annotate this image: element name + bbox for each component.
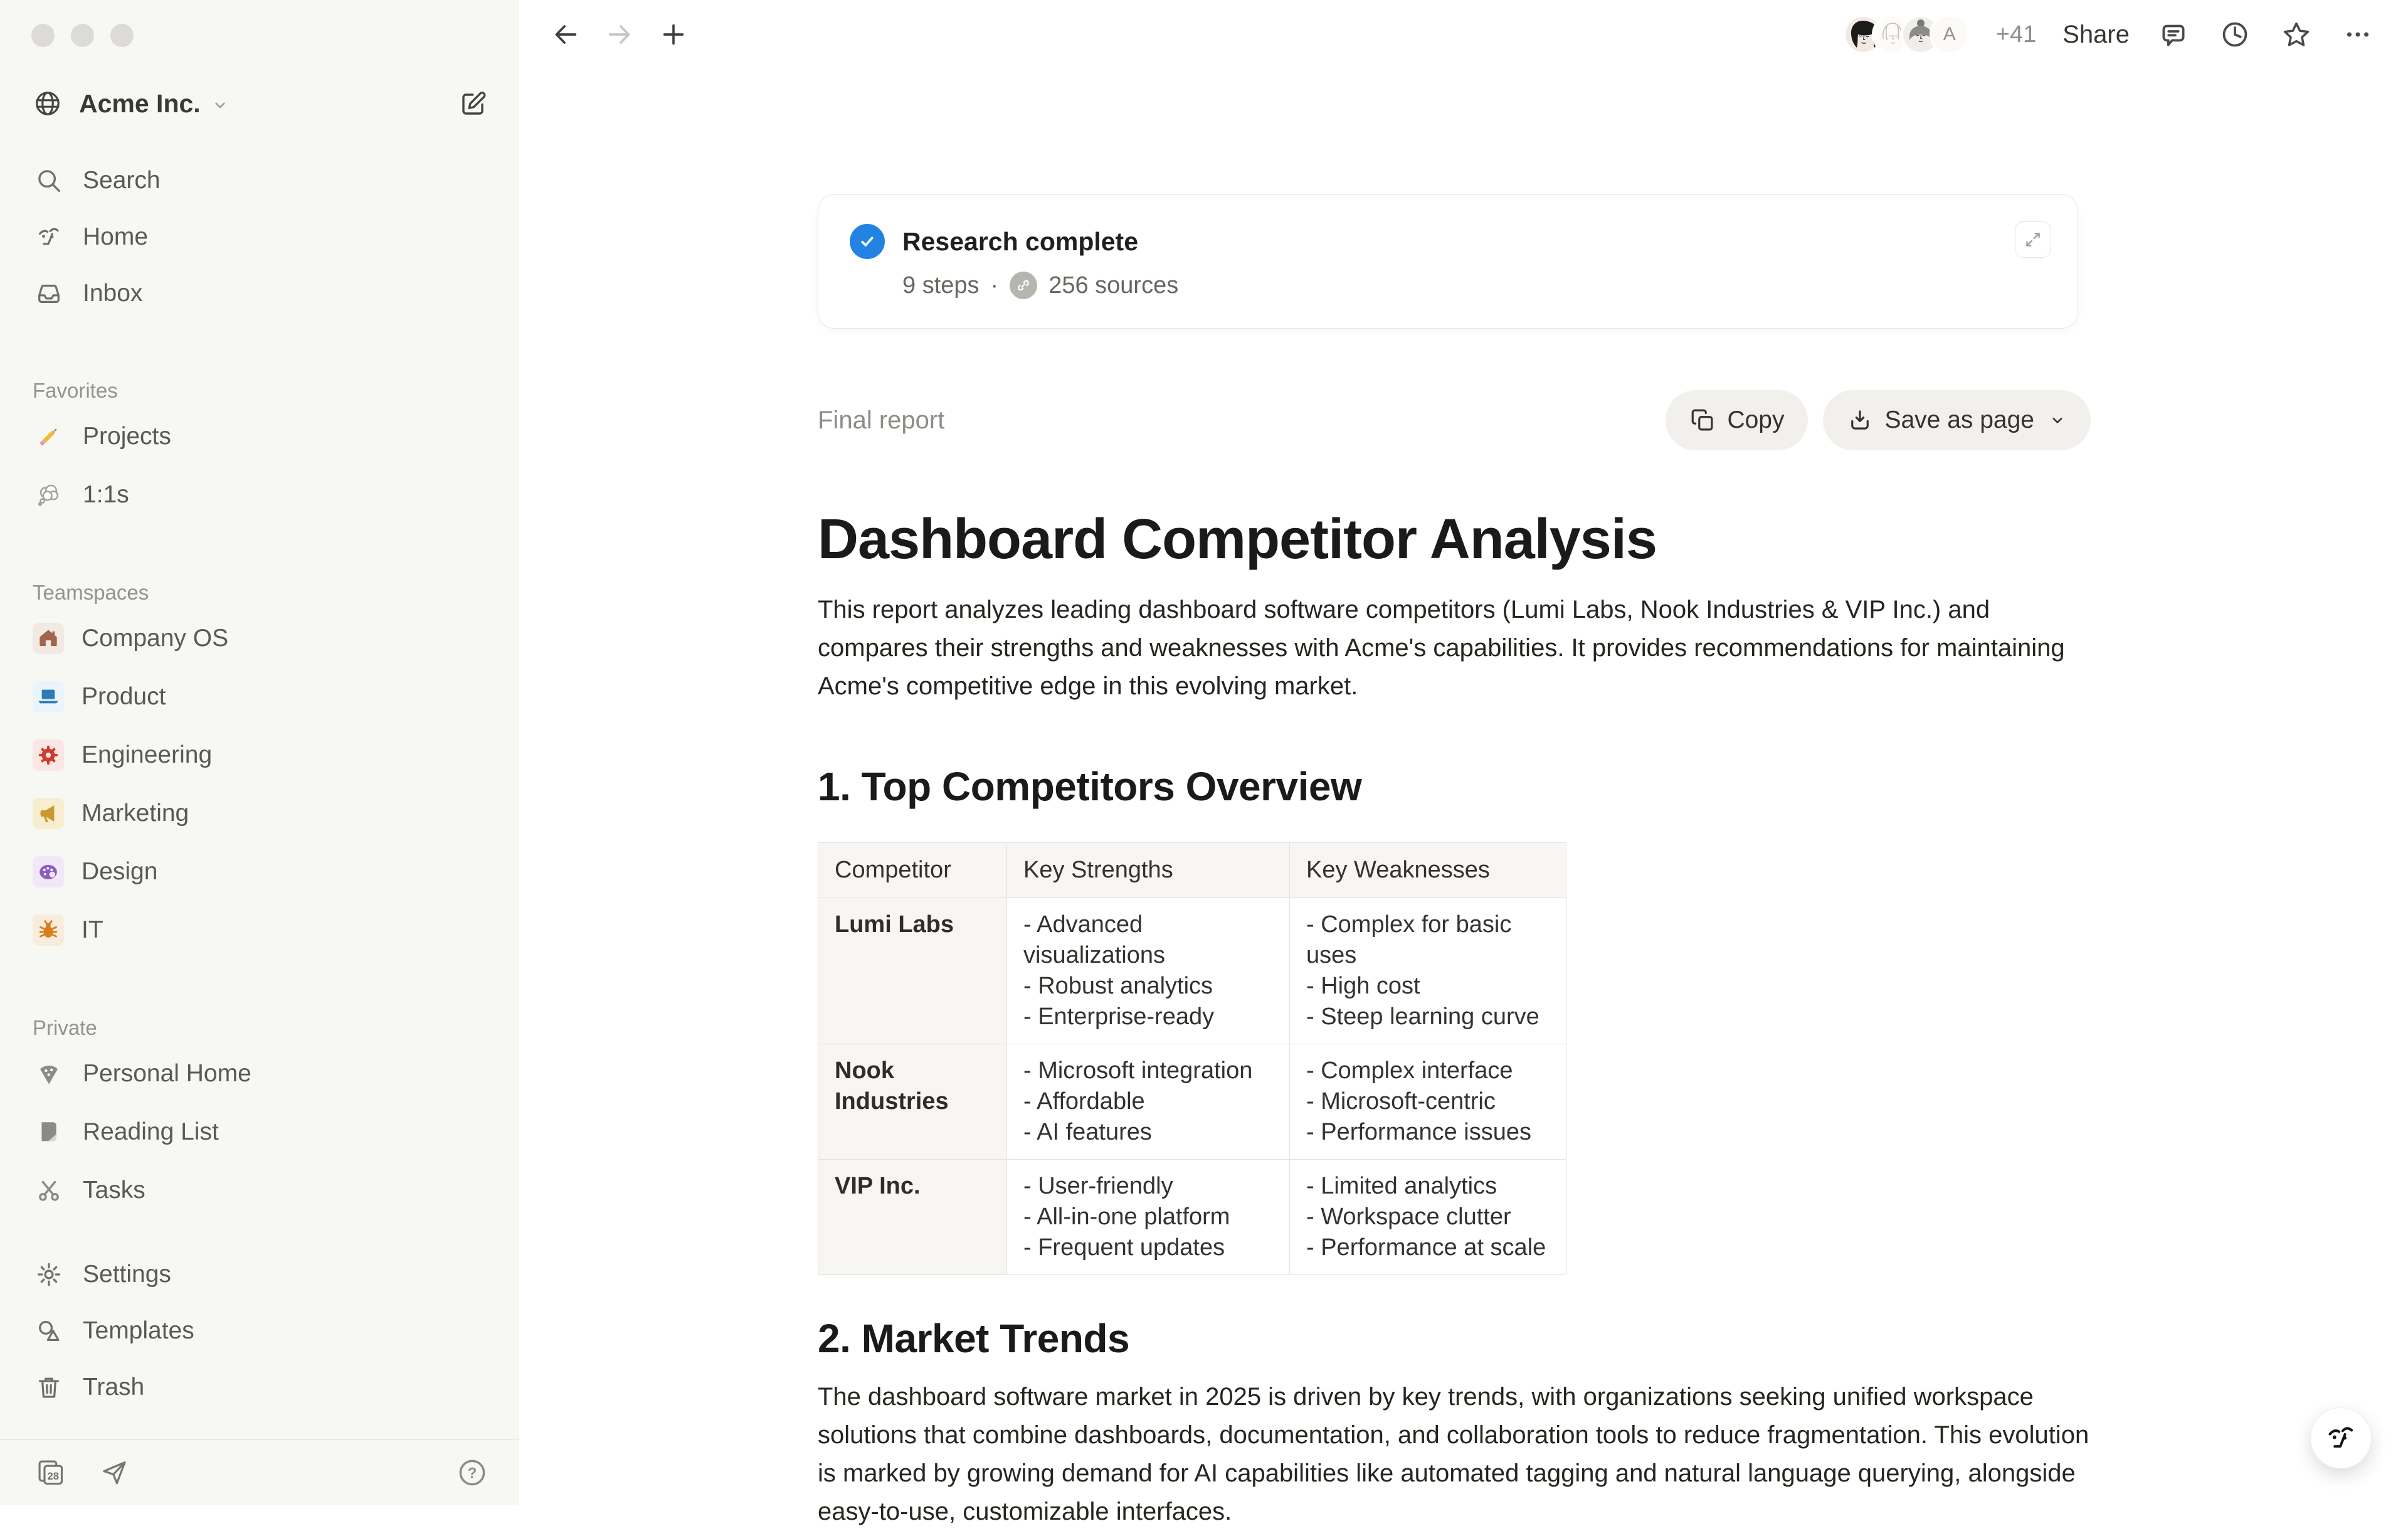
save-as-page-button[interactable] (1823, 390, 2091, 450)
research-steps: 9 steps (902, 272, 980, 299)
cell-line: - Enterprise-ready (1023, 1002, 1273, 1032)
link-icon (1010, 272, 1037, 299)
cell-line: - Performance at scale (1306, 1232, 1550, 1263)
sidebar-item-label: Tasks (83, 1177, 145, 1204)
competitor-cell[interactable]: Lumi Labs (818, 898, 1007, 1044)
help-button[interactable] (456, 1456, 488, 1489)
comments-button[interactable] (2156, 17, 2191, 52)
megaphone-icon (33, 798, 64, 829)
book-icon (33, 1116, 65, 1148)
pencil-icon (33, 420, 65, 453)
window-close-button[interactable] (31, 24, 55, 47)
sidebar-item-label: Settings (83, 1261, 171, 1288)
sidebar-section-private (0, 1012, 519, 1219)
sidebar-item-product[interactable] (0, 667, 519, 726)
table-row (818, 898, 1566, 1044)
column-header[interactable]: Competitor (818, 843, 1007, 898)
sidebar-item-trash[interactable] (0, 1359, 519, 1416)
sidebar-item-company-os[interactable] (0, 609, 519, 667)
house-icon (33, 623, 64, 654)
sidebar-item-label: Design (82, 858, 157, 886)
table-row (818, 1044, 1566, 1160)
favorite-star-icon[interactable] (2279, 17, 2314, 52)
cell-line: - Advanced visualizations (1023, 909, 1273, 971)
research-complete-card[interactable] (818, 194, 2078, 329)
compose-button[interactable] (456, 86, 491, 121)
weaknesses-cell[interactable] (1290, 898, 1566, 1044)
report-label: Final report (818, 406, 944, 435)
sidebar-item-projects[interactable] (0, 407, 519, 465)
calendar-day-label: 28 (47, 1470, 59, 1482)
workspace-name: Acme Inc. (79, 89, 201, 119)
sidebar-item-label: Home (83, 223, 148, 251)
column-header[interactable]: Key Weaknesses (1290, 843, 1566, 898)
document (818, 194, 2091, 1531)
sidebar-item-label: Marketing (82, 800, 189, 827)
new-tab-button[interactable] (656, 17, 691, 52)
market-trends-paragraph[interactable]: The dashboard software market in 2025 is driven by key trends, with organizations seeking unified workspace solutions that combine dashboards, documentation, and collaboration tools to reduce fragmentation. This evolution is marked by growing demand for AI capabilities like automated tagging and natural language querying, alongside easy-to-use, customizable interfaces. (818, 1378, 2091, 1531)
palette-icon (33, 856, 64, 887)
sidebar-item-label: Personal Home (83, 1060, 251, 1088)
strengths-cell[interactable] (1007, 1160, 1290, 1275)
collaborator-avatars[interactable] (1843, 14, 1970, 55)
globe-icon (31, 87, 64, 120)
cell-line: - Complex interface (1306, 1056, 1550, 1086)
sidebar-item-label: Trash (83, 1374, 144, 1401)
sidebar-item-label: Projects (83, 423, 171, 450)
sidebar (0, 0, 519, 1505)
section-heading-1[interactable]: 1. Top Competitors Overview (818, 763, 2091, 810)
sidebar-section-teamspaces (0, 576, 519, 959)
share-button[interactable]: Share (2062, 21, 2130, 49)
cell-line: - User-friendly (1023, 1171, 1273, 1202)
cell-line: - Limited analytics (1306, 1171, 1550, 1202)
sidebar-item-settings[interactable] (0, 1246, 519, 1303)
gear-icon (33, 1258, 65, 1291)
sidebar-item-design[interactable] (0, 842, 519, 901)
inbox-icon (33, 277, 65, 310)
avatar-overflow-a[interactable] (1930, 14, 1970, 55)
forward-button[interactable] (602, 17, 637, 52)
cell-line: - Frequent updates (1023, 1232, 1273, 1263)
sidebar-bottom-bar (0, 1440, 519, 1505)
competitor-cell[interactable]: VIP Inc. (818, 1160, 1007, 1275)
cell-line: - AI features (1023, 1117, 1273, 1148)
avatar-letter: A (1943, 24, 1956, 45)
report-toolbar (818, 390, 2091, 450)
sidebar-item-label: 1:1s (83, 481, 129, 509)
sidebar-item-tasks[interactable] (0, 1161, 519, 1219)
calendar-button[interactable] (35, 1457, 66, 1488)
column-header[interactable]: Key Strengths (1007, 843, 1290, 898)
sidebar-section-favorites (0, 374, 519, 524)
cell-line: - High cost (1306, 971, 1550, 1002)
copy-button-label: Copy (1727, 406, 1784, 434)
save-as-page-label: Save as page (1884, 406, 2034, 434)
sidebar-item-label: Search (83, 167, 161, 194)
sidebar-item-inbox[interactable] (0, 265, 519, 322)
templates-icon (33, 1315, 65, 1347)
notion-ai-face-icon (33, 221, 65, 253)
weaknesses-cell[interactable] (1290, 1044, 1566, 1160)
back-button[interactable] (548, 17, 583, 52)
sidebar-item-templates[interactable] (0, 1303, 519, 1359)
sidebar-item-it[interactable] (0, 901, 519, 959)
dot-separator: · (991, 272, 999, 299)
chevron-down-icon (211, 96, 230, 115)
cell-line: - Affordable (1023, 1086, 1273, 1117)
section-title[interactable]: Favorites (0, 374, 519, 407)
strengths-cell[interactable] (1007, 898, 1290, 1044)
strengths-cell[interactable] (1007, 1044, 1290, 1160)
cell-line: - Microsoft-centric (1306, 1086, 1550, 1117)
window-minimize-button[interactable] (71, 24, 94, 47)
main-area (519, 0, 2408, 1505)
sidebar-item-label: Product (82, 683, 166, 711)
bug-icon (33, 914, 64, 946)
chevron-down-icon (2048, 411, 2067, 430)
sidebar-item-label: Reading List (83, 1118, 219, 1146)
cell-line: - Workspace clutter (1306, 1202, 1550, 1232)
research-card-title: Research complete (902, 227, 1138, 257)
sidebar-item-1-1s[interactable] (0, 465, 519, 524)
collaborator-overflow-count[interactable]: +41 (1996, 21, 2036, 48)
cell-line: - Robust analytics (1023, 971, 1273, 1002)
window-controls (0, 0, 519, 47)
cell-line: - Microsoft integration (1023, 1056, 1273, 1086)
page-title[interactable]: Dashboard Competitor Analysis (818, 506, 2091, 573)
section-title[interactable]: Teamspaces (0, 576, 519, 609)
scissors-icon (33, 1174, 65, 1207)
cell-line: - All-in-one platform (1023, 1202, 1273, 1232)
cell-line: - Performance issues (1306, 1117, 1550, 1148)
sidebar-item-marketing[interactable] (0, 784, 519, 842)
topbar (519, 0, 2408, 69)
window-zoom-button[interactable] (110, 24, 134, 47)
sidebar-item-label: IT (82, 916, 103, 944)
sidebar-item-engineering[interactable] (0, 726, 519, 784)
intro-paragraph[interactable]: This report analyzes leading dashboard software competitors (Lumi Labs, Nook Industries & VIP Inc.) and compares their strengths and weaknesses with Acme's capabilities. It provides recommendations for maintaining Acme's competitive edge in this evolving market. (818, 591, 2091, 706)
sidebar-item-personal-home[interactable] (0, 1044, 519, 1103)
research-sources: 256 sources (1048, 272, 1178, 299)
cell-line: - Complex for basic uses (1306, 909, 1550, 971)
notion-ai-button[interactable] (2310, 1407, 2372, 1469)
weaknesses-cell[interactable] (1290, 1160, 1566, 1275)
sidebar-item-search[interactable] (0, 152, 519, 209)
more-options-icon[interactable] (2340, 17, 2375, 52)
workspace-switcher[interactable] (31, 86, 491, 121)
table-row (818, 1160, 1566, 1275)
sidebar-nav (0, 152, 519, 322)
history-clock-icon[interactable] (2217, 17, 2252, 52)
sidebar-item-label: Inbox (83, 280, 142, 307)
check-circle-icon (850, 224, 885, 259)
sidebar-footer (0, 1246, 519, 1505)
section-heading-2[interactable]: 2. Market Trends (818, 1315, 2091, 1362)
pizza-icon (33, 1057, 65, 1090)
laptop-icon (33, 681, 64, 713)
send-button[interactable] (99, 1458, 129, 1488)
cell-line: - Steep learning curve (1306, 1002, 1550, 1032)
notion-ai-face-icon (2323, 1421, 2358, 1456)
sidebar-item-label: Company OS (82, 625, 228, 652)
help-glyph: ? (468, 1465, 477, 1482)
expand-icon[interactable] (2015, 221, 2051, 258)
trash-icon (33, 1371, 65, 1404)
table-header-row (818, 843, 1566, 898)
copy-button[interactable] (1666, 390, 1808, 450)
sidebar-item-reading-list[interactable] (0, 1103, 519, 1161)
search-icon (33, 164, 65, 197)
gear-red-icon (33, 739, 64, 771)
competitor-cell[interactable]: Nook Industries (818, 1044, 1007, 1160)
sidebar-item-label: Templates (83, 1317, 194, 1345)
section-title[interactable]: Private (0, 1012, 519, 1044)
sidebar-item-label: Engineering (82, 741, 212, 769)
competitors-table (818, 842, 1566, 1275)
sidebar-item-home[interactable] (0, 209, 519, 265)
thought-cloud-icon (33, 479, 65, 511)
